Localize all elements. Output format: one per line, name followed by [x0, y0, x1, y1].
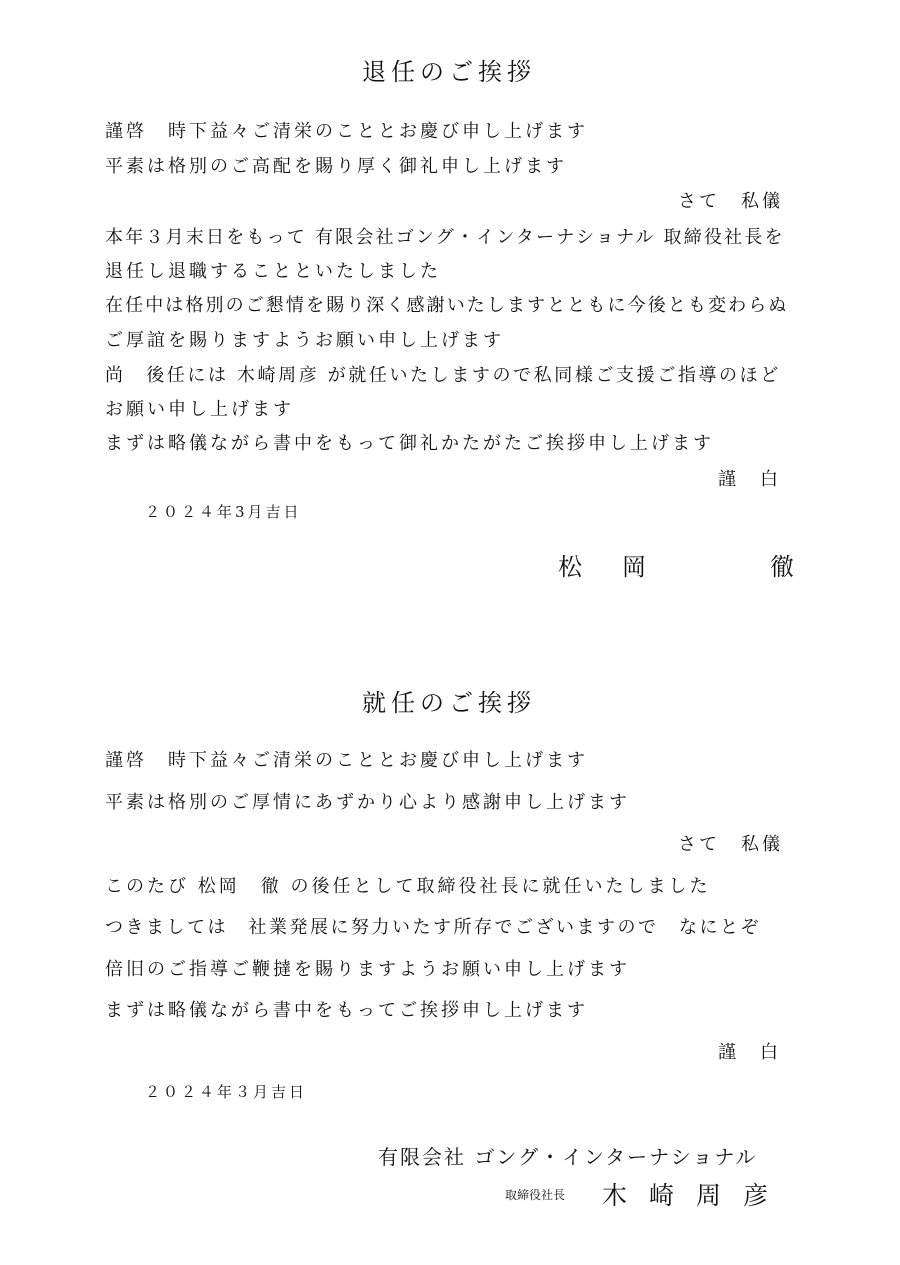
- retire-line-1: 謹啓 時下益々ご清栄のこととお慶び申し上げます: [105, 121, 588, 142]
- representative-name: 木崎周彦: [602, 1181, 791, 1210]
- retire-line-7: 尚 後任には 木崎周彦 が就任いたしますので私同様ご支援ご指導のほど: [105, 365, 781, 386]
- retire-closing: 謹 白: [718, 469, 781, 490]
- appoint-date: ２０２４年３月吉日: [145, 1083, 308, 1101]
- retire-signature-surname: 松 岡: [558, 553, 654, 581]
- appoint-line-3: このたび 松岡 徹 の後任として取締役社長に就任いたしました: [105, 876, 711, 897]
- retire-line-8: お願い申し上げます: [105, 399, 294, 420]
- appoint-title: 就任のご挨拶: [362, 689, 536, 717]
- representative-role: 取締役社長: [505, 1188, 566, 1202]
- retire-title: 退任のご挨拶: [362, 58, 536, 86]
- appoint-closing: 謹 白: [718, 1042, 781, 1063]
- appoint-sate: さて 私儀: [678, 834, 783, 855]
- retire-line-5: 在任中は格別のご懇情を賜り深く感謝いたしますとともに今後とも変わらぬ: [105, 295, 789, 316]
- retire-line-4: 退任し退職することといたしました: [105, 261, 441, 282]
- retire-line-6: ご厚誼を賜りますようお願い申し上げます: [105, 330, 504, 351]
- company-name: 有限会社 ゴング・インターナショナル: [378, 1145, 758, 1169]
- retire-date: ２０２４年3月吉日: [145, 503, 302, 521]
- appoint-line-2: 平素は格別のご厚情にあずかり心より感謝申し上げます: [105, 792, 630, 813]
- retire-signature-given: 徹: [770, 553, 794, 581]
- retire-line-2: 平素は格別のご高配を賜り厚く御礼申し上げます: [105, 156, 567, 177]
- retire-sate: さて 私儀: [678, 191, 783, 212]
- retire-line-9: まずは略儀ながら書中をもって御礼かたがたご挨拶申し上げます: [105, 433, 714, 454]
- appoint-line-4: つきましては 社業発展に努力いたす所存でございますので なにとぞ: [105, 917, 761, 938]
- appoint-line-5: 倍旧のご指導ご鞭撻を賜りますようお願い申し上げます: [105, 959, 630, 980]
- appoint-line-1: 謹啓 時下益々ご清栄のこととお慶び申し上げます: [105, 750, 588, 771]
- retire-line-3: 本年３月末日をもって 有限会社ゴング・インターナショナル 取締役社長を: [105, 227, 785, 248]
- appoint-line-6: まずは略儀ながら書中をもってご挨拶申し上げます: [105, 1000, 588, 1021]
